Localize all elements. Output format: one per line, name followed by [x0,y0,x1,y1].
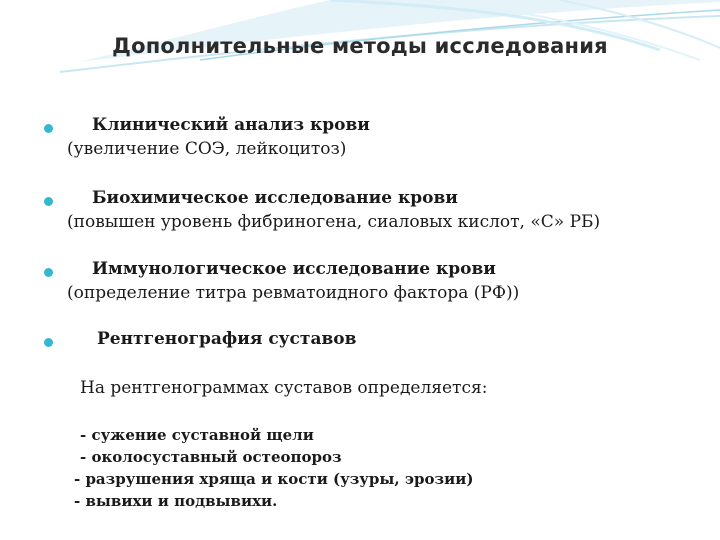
bullet-icon [44,268,53,277]
xray-finding: - вывихи и подвывихи. [74,492,278,510]
method-name: Клинический анализ крови [92,115,370,135]
xray-finding: - разрушения хряща и кости (узуры, эрозии) [74,470,474,488]
bullet-icon [44,124,53,133]
method-name: Биохимическое исследование крови [92,188,458,208]
method-detail: (определение титра ревматоидного фактора (РФ)) [67,283,520,303]
method-detail: (повышен уровень фибриногена, сиаловых кислот, «С» РБ) [67,212,601,232]
method-name: Иммунологическое исследование крови [92,259,496,279]
method-name: Рентгенография суставов [97,329,357,349]
bullet-icon [44,338,53,347]
bullet-icon [44,197,53,206]
xray-finding: - сужение суставной щели [80,426,314,444]
slide-title: Дополнительные методы исследования [112,34,608,58]
xray-finding: - околосуставный остеопороз [80,448,342,466]
method-detail: (увеличение СОЭ, лейкоцитоз) [67,139,347,159]
xray-intro: На рентгенограммах суставов определяется: [80,378,488,398]
